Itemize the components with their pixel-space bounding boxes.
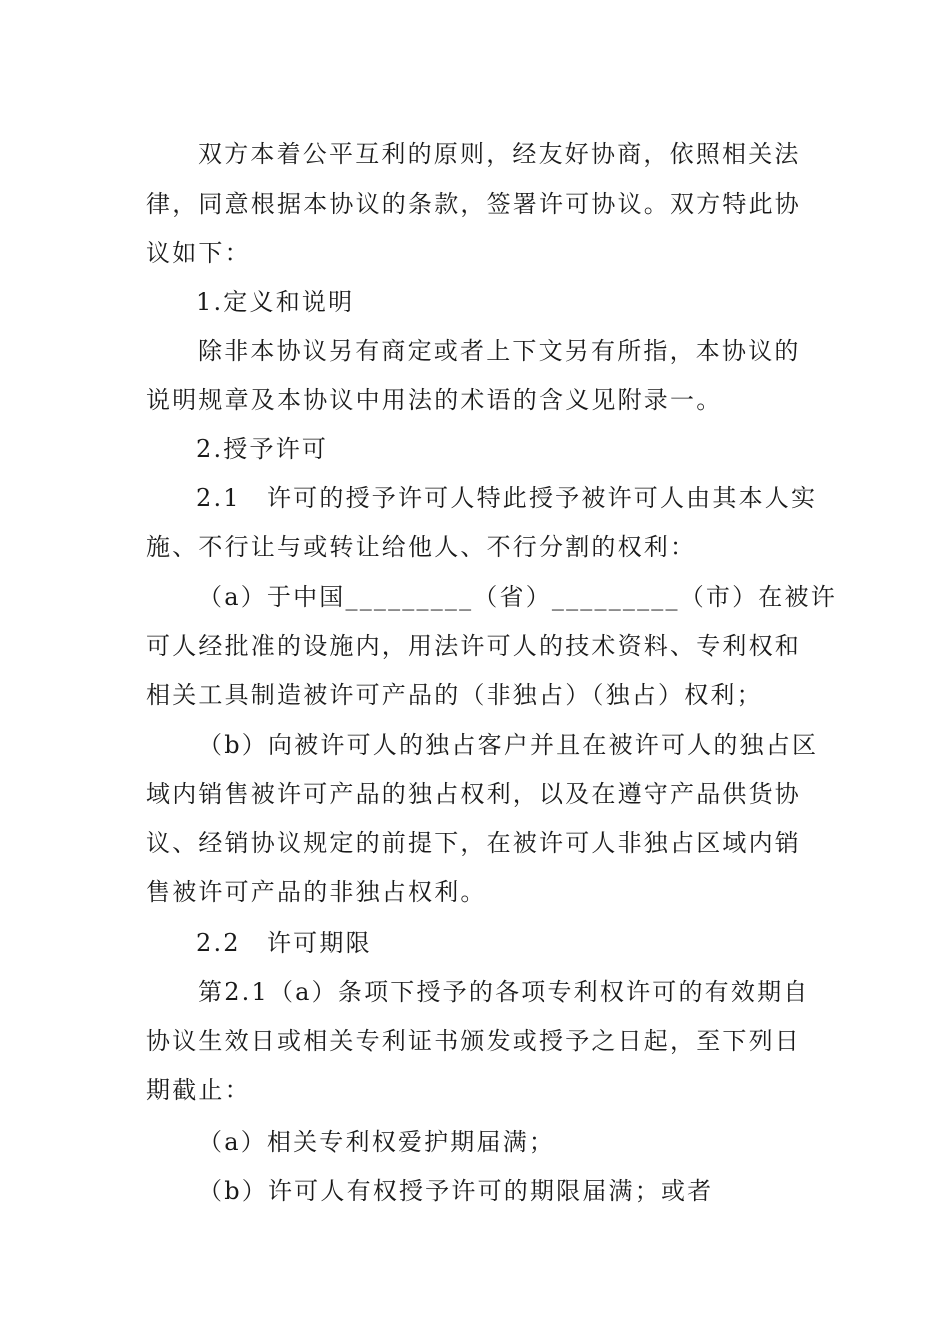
clause-line: 相关工具制造被许可产品的（非独占）（独占）权利； bbox=[146, 681, 763, 709]
paragraph-line: 双方本着公平互利的原则，经友好协商，依照相关法 bbox=[198, 140, 801, 168]
list-item: （b）许可人有权授予许可的期限届满；或者 bbox=[198, 1177, 714, 1205]
clause-line: 域内销售被许可产品的独占权利，以及在遵守产品供货协 bbox=[146, 780, 801, 808]
clause-line: 可人经批准的设施内，用法许可人的技术资料、专利权和 bbox=[146, 632, 801, 660]
paragraph-line: 施、不行让与或转让给他人、不行分割的权利： bbox=[146, 533, 697, 561]
clause-line: 议、经销协议规定的前提下，在被许可人非独占区域内销 bbox=[146, 829, 801, 857]
paragraph-line: 律，同意根据本协议的条款，签署许可协议。双方特此协 bbox=[146, 190, 801, 218]
paragraph-line: 期截止： bbox=[146, 1076, 251, 1104]
paragraph-line: 议如下： bbox=[146, 239, 251, 267]
paragraph-line: 第2.1（a）条项下授予的各项专利权许可的有效期自 bbox=[198, 978, 810, 1006]
paragraph-line: 说明规章及本协议中用法的术语的含义见附录一。 bbox=[146, 386, 723, 414]
section-heading-grant-license: 2.授予许可 bbox=[196, 435, 329, 463]
clause-line: （b）向被许可人的独占客户并且在被许可人的独占区 bbox=[198, 731, 819, 759]
paragraph-line: 协议生效日或相关专利证书颁发或授予之日起，至下列日 bbox=[146, 1027, 801, 1055]
section-heading-license-term: 2.2 许可期限 bbox=[196, 929, 372, 957]
clause-line: （a）于中国_________（省）_________（市）在被许 bbox=[198, 583, 837, 611]
paragraph-line: 2.1 许可的授予许可人特此授予被许可人由其本人实 bbox=[196, 484, 818, 512]
clause-line: 售被许可产品的非独占权利。 bbox=[146, 878, 487, 906]
list-item: （a）相关专利权爱护期届满； bbox=[198, 1128, 556, 1156]
paragraph-line: 除非本协议另有商定或者上下文另有所指，本协议的 bbox=[198, 337, 801, 365]
section-heading-definitions: 1.定义和说明 bbox=[196, 288, 355, 316]
